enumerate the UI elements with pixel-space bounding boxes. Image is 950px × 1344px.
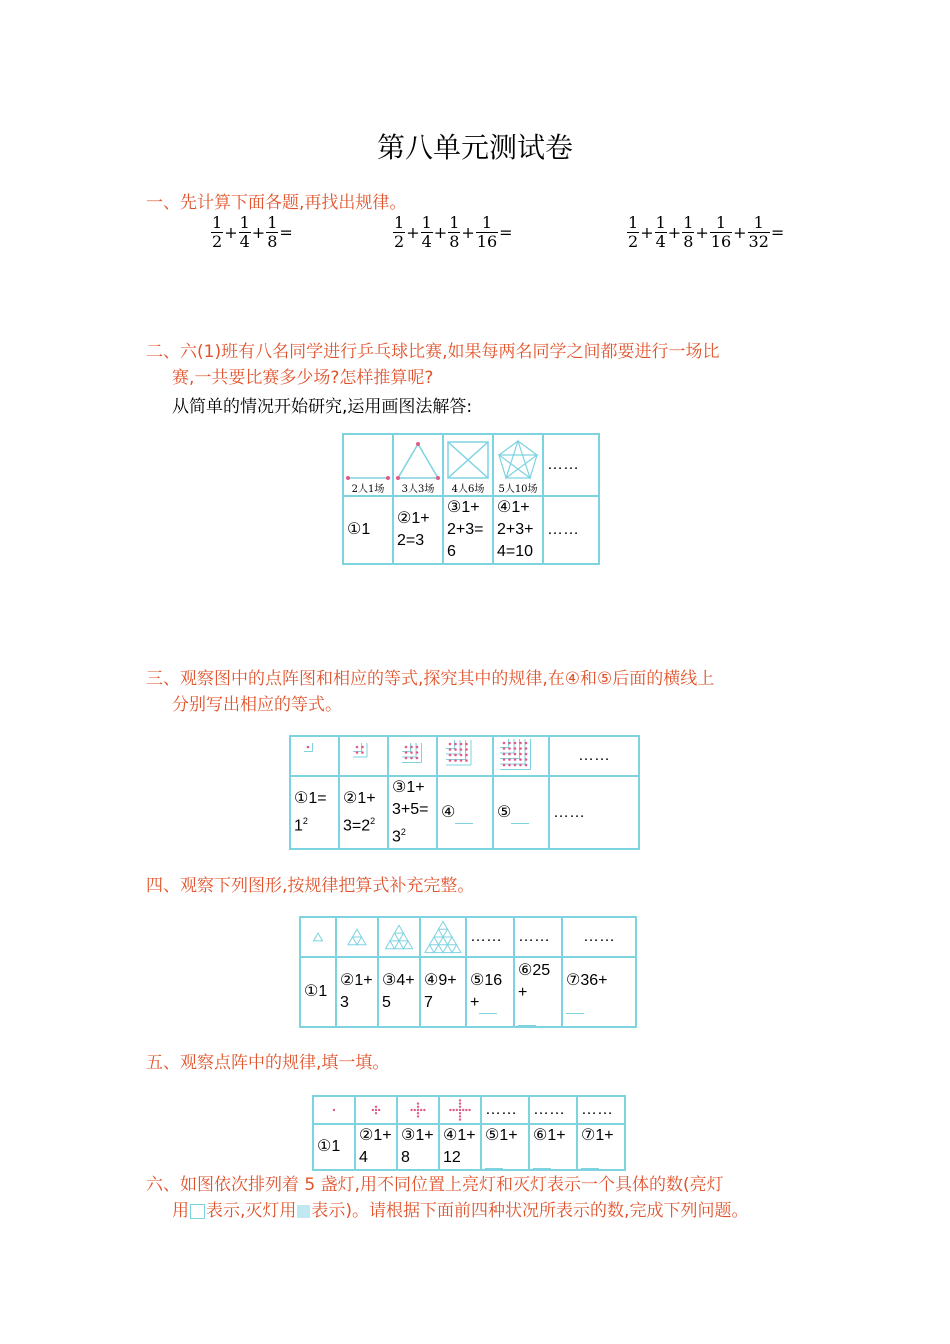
triangle xyxy=(439,937,448,945)
ellipsis: …… xyxy=(529,1096,577,1124)
triangle-cell-3: ③4+ 5 xyxy=(378,957,420,1027)
dot xyxy=(525,753,528,756)
fraction: $\frac{1}{2}$ xyxy=(628,213,639,251)
triangle-pattern-2 xyxy=(336,917,378,957)
dot xyxy=(525,764,528,767)
dot-pattern-3 xyxy=(388,736,437,776)
dot xyxy=(514,742,517,745)
cross-pattern-1 xyxy=(313,1096,355,1124)
answer-blank[interactable] xyxy=(455,807,473,824)
question-1-expressions xyxy=(0,214,950,274)
triangle xyxy=(399,933,408,941)
triangle xyxy=(357,937,366,945)
question-2-hint: 从简单的情况开始研究,运用画图法解答: xyxy=(172,397,473,417)
dot xyxy=(525,742,528,745)
dot xyxy=(355,746,358,749)
unlit-lamp-icon xyxy=(297,1205,310,1218)
question-6-line-2: 用 表示,灭灯用 表示)。请根据下面前四种状况所表示的数,完成下列问题。 xyxy=(172,1201,749,1221)
fraction: $\frac{1}{32}$ xyxy=(748,213,769,251)
dot xyxy=(361,746,364,749)
dot xyxy=(459,1099,461,1101)
question-4-label: 四、观察下列图形,按规律把算式补充完整。 xyxy=(146,876,475,896)
dot xyxy=(460,748,463,751)
dot xyxy=(503,747,506,750)
dot xyxy=(417,1112,419,1114)
triangle-pattern-1 xyxy=(300,917,336,957)
cross-cell-2: ②1+ 4 xyxy=(355,1124,397,1170)
dot xyxy=(459,1112,461,1114)
expression-3: $\frac{1}{2}$ + $\frac{1}{4}$ + $\frac{1}{8}$ + $\frac{1}{16}$ + $\frac{1}{32}$ = xyxy=(628,213,785,251)
dot xyxy=(375,1109,377,1111)
triangle xyxy=(395,925,404,933)
triangle xyxy=(434,945,443,953)
ellipsis: …… xyxy=(514,917,562,957)
dot xyxy=(456,1109,458,1111)
cross-cell-7: ⑦1+ xyxy=(577,1124,625,1170)
square-cell-1: ①1= $1^2$ xyxy=(290,776,339,849)
cross-cell-1: ①1 xyxy=(313,1124,355,1170)
dot xyxy=(468,1109,470,1111)
triangle xyxy=(390,933,399,941)
square-cell-2: ②1+ $3=2^2$ xyxy=(339,776,388,849)
dot xyxy=(519,758,522,761)
triangle-cell-4: ④9+ 7 xyxy=(420,957,466,1027)
dot xyxy=(420,1109,422,1111)
triangle-cell-1: ①1 xyxy=(300,957,336,1027)
cross-cell-5: ⑤1+ xyxy=(481,1124,529,1170)
dot xyxy=(410,751,413,754)
dot xyxy=(459,1115,461,1117)
diagram-5-people xyxy=(493,434,543,496)
dot xyxy=(454,748,457,751)
handshake-cell-1: ①1 xyxy=(343,496,393,564)
expression-1: $\frac{1}{2}$ + $\frac{1}{4}$ + $\frac{1}{8}$ = xyxy=(212,213,293,251)
diagram-2-people xyxy=(343,434,393,496)
cross-pattern-3 xyxy=(397,1096,439,1124)
dot xyxy=(333,1109,335,1111)
square-cell-6: …… xyxy=(549,776,639,849)
handshake-cell-2: ②1+ 2=3 xyxy=(393,496,443,564)
dot xyxy=(465,759,468,762)
question-2-line-2: 赛,一共要比赛多少场?怎样推算呢? xyxy=(172,368,434,388)
caption-3: 3人3场 xyxy=(401,484,435,494)
dot xyxy=(306,746,309,749)
dot xyxy=(514,758,517,761)
triangle xyxy=(425,945,434,953)
ellipsis: …… xyxy=(543,434,599,496)
dot xyxy=(372,1109,374,1111)
ellipsis: …… xyxy=(481,1096,529,1124)
answer-blank[interactable] xyxy=(518,1009,536,1026)
fraction: $\frac{1}{8}$ xyxy=(449,213,460,251)
dot xyxy=(462,1109,464,1111)
dot-square-table xyxy=(289,735,640,850)
square-cell-3: ③1+ 3+5= $3^2$ xyxy=(388,776,437,849)
question-1-label: 一、先计算下面各题,再找出规律。 xyxy=(146,193,407,213)
dot xyxy=(404,751,407,754)
triangle xyxy=(443,945,452,953)
dot xyxy=(410,757,413,760)
question-3-line-2: 分别写出相应的等式。 xyxy=(172,695,342,715)
triangle-cell-6: ⑥25 + xyxy=(514,957,562,1027)
dot xyxy=(375,1112,377,1114)
dot-pattern-2 xyxy=(339,736,388,776)
fraction: $\frac{1}{16}$ xyxy=(710,213,732,251)
answer-blank[interactable] xyxy=(485,1152,503,1169)
answer-blank[interactable] xyxy=(581,1152,599,1169)
handshake-cell-5: …… xyxy=(543,496,599,564)
dot xyxy=(514,753,517,756)
dot xyxy=(454,754,457,757)
triangle xyxy=(434,929,443,937)
answer-blank[interactable] xyxy=(533,1152,551,1169)
ellipsis: …… xyxy=(562,917,636,957)
question-6-text xyxy=(146,1172,816,1224)
triangle xyxy=(386,941,395,949)
dot xyxy=(355,751,358,754)
dot xyxy=(449,748,452,751)
dot xyxy=(525,747,528,750)
question-5-label: 五、观察点阵中的规律,填一填。 xyxy=(146,1053,390,1073)
lit-lamp-icon xyxy=(190,1204,205,1219)
dot xyxy=(508,747,511,750)
caption-2: 2人1场 xyxy=(351,484,385,494)
page-title: 第八单元测试卷 xyxy=(376,131,573,164)
fraction: $\frac{1}{8}$ xyxy=(267,213,278,251)
dot xyxy=(459,1102,461,1104)
dot xyxy=(417,1109,419,1111)
caption-4: 4人6场 xyxy=(451,484,485,494)
triangle-pattern-3 xyxy=(378,917,420,957)
triangle-cell-7: ⑦36+ xyxy=(562,957,636,1027)
fraction: $\frac{1}{16}$ xyxy=(476,213,498,251)
dot-pattern-5 xyxy=(493,736,549,776)
handshake-cell-3: ③1+ 2+3= 6 xyxy=(443,496,493,564)
dot xyxy=(459,1109,461,1111)
dot xyxy=(415,751,418,754)
answer-blank[interactable] xyxy=(511,807,529,824)
dot xyxy=(404,757,407,760)
dot xyxy=(508,753,511,756)
dot xyxy=(525,758,528,761)
dot xyxy=(514,764,517,767)
fraction: $\frac{1}{4}$ xyxy=(655,213,666,251)
triangle-cell-5: ⑤16 + xyxy=(466,957,514,1027)
dot xyxy=(519,747,522,750)
dot xyxy=(519,742,522,745)
dot xyxy=(378,1109,380,1111)
triangle xyxy=(452,945,461,953)
triangle-pattern-4 xyxy=(420,917,466,957)
triangle-table xyxy=(299,916,637,1028)
dot xyxy=(519,753,522,756)
diagram-4-people xyxy=(443,434,493,496)
dot xyxy=(452,1109,454,1111)
dot xyxy=(465,743,468,746)
dot xyxy=(459,1106,461,1108)
dot xyxy=(449,759,452,762)
triangle xyxy=(395,941,404,949)
cross-pattern-2 xyxy=(355,1096,397,1124)
dot xyxy=(465,754,468,757)
dot xyxy=(465,1109,467,1111)
ellipsis: …… xyxy=(466,917,514,957)
triangle xyxy=(430,937,439,945)
dot xyxy=(449,1109,451,1111)
square-cell-5: ⑤ xyxy=(493,776,549,849)
answer-blank[interactable] xyxy=(566,997,584,1014)
triangle xyxy=(348,937,357,945)
dot xyxy=(503,753,506,756)
dot xyxy=(410,1109,412,1111)
square-cell-4: ④ xyxy=(437,776,493,849)
dot xyxy=(454,759,457,762)
cross-table xyxy=(312,1095,626,1171)
cross-cell-4: ④1+ 12 xyxy=(439,1124,481,1170)
dot xyxy=(417,1102,419,1104)
dot xyxy=(508,764,511,767)
dot xyxy=(410,746,413,749)
cross-cell-3: ③1+ 8 xyxy=(397,1124,439,1170)
caption-5: 5人10场 xyxy=(498,484,538,494)
dot xyxy=(417,1106,419,1108)
fraction: $\frac{1}{4}$ xyxy=(421,213,432,251)
triangle xyxy=(443,929,452,937)
question-3-text xyxy=(146,666,816,718)
fraction: $\frac{1}{2}$ xyxy=(394,213,405,251)
dot xyxy=(465,748,468,751)
triangle xyxy=(439,921,448,929)
ellipsis: …… xyxy=(549,736,639,776)
dot xyxy=(503,764,506,767)
triangle xyxy=(353,929,362,937)
question-2-line-1: 二、六(1)班有八名同学进行乒乓球比赛,如果每两名同学之间都要进行一场比 xyxy=(146,342,720,362)
question-3-line-1: 三、观察图中的点阵图和相应的等式,探究其中的规律,在④和⑤后面的横线上 xyxy=(146,669,715,689)
dot xyxy=(375,1106,377,1108)
dot xyxy=(361,751,364,754)
dot-pattern-1 xyxy=(290,736,339,776)
dot-pattern-4 xyxy=(437,736,493,776)
answer-blank[interactable] xyxy=(479,997,497,1014)
fraction: $\frac{1}{8}$ xyxy=(683,213,694,251)
dot xyxy=(414,1109,416,1111)
dot xyxy=(503,742,506,745)
triangle xyxy=(404,941,413,949)
dot xyxy=(519,764,522,767)
ellipsis: …… xyxy=(577,1096,625,1124)
dot xyxy=(460,759,463,762)
dot xyxy=(415,757,418,760)
fraction: $\frac{1}{4}$ xyxy=(239,213,250,251)
dot xyxy=(508,742,511,745)
dot xyxy=(417,1115,419,1117)
question-6-line-1: 六、如图依次排列着 5 盏灯,用不同位置上亮灯和灭灯表示一个具体的数(亮灯 xyxy=(146,1175,724,1195)
triangle xyxy=(448,937,457,945)
handshake-cell-4: ④1+ 2+3+ 4=10 xyxy=(493,496,543,564)
dot xyxy=(415,746,418,749)
dot xyxy=(459,1118,461,1120)
triangle-cell-2: ②1+ 3 xyxy=(336,957,378,1027)
cross-pattern-4 xyxy=(439,1096,481,1124)
question-2-text xyxy=(146,339,816,391)
dot xyxy=(508,758,511,761)
dot xyxy=(423,1109,425,1111)
dot xyxy=(503,758,506,761)
dot xyxy=(454,743,457,746)
dot xyxy=(404,746,407,749)
dot xyxy=(460,743,463,746)
dot xyxy=(514,747,517,750)
cross-cell-6: ⑥1+ xyxy=(529,1124,577,1170)
dot xyxy=(460,754,463,757)
dot xyxy=(449,754,452,757)
expression-2: $\frac{1}{2}$ + $\frac{1}{4}$ + $\frac{1}{8}$ + $\frac{1}{16}$ = xyxy=(394,213,513,251)
fraction: $\frac{1}{2}$ xyxy=(212,213,223,251)
handshake-table xyxy=(342,433,600,565)
triangle xyxy=(314,933,323,941)
dot xyxy=(449,743,452,746)
diagram-3-people xyxy=(393,434,443,496)
